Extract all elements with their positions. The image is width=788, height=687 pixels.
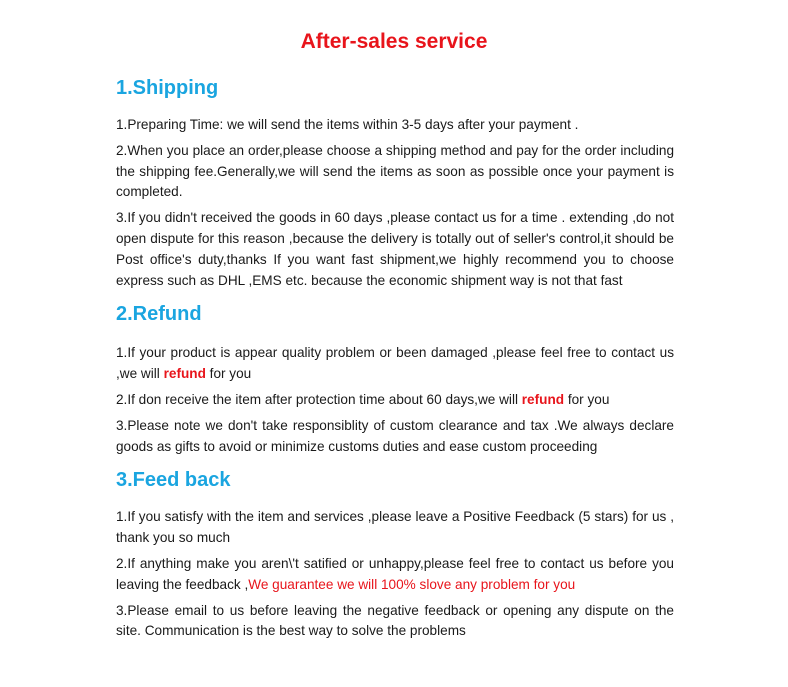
- feedback-paragraph-1: 1.If you satisfy with the item and services ,please leave a Positive Feedback (5 stars) for us , thank you so much: [116, 509, 674, 546]
- feedback-paragraph-3: 3.Please email to us before leaving the negative feedback or opening any dispute on the site. Communication is the best way to solve the problems: [116, 602, 674, 639]
- shipping-paragraph-3: 3.If you didn't received the goods in 60 days ,please contact us for a time . extending ,do not open dispute for this reason ,because the delivery is totally out of seller's control,it should be Post office's duty,thanks If you want fast shipment,we highly recommend you to choose express such as DHL ,EMS etc. because the economic shipment way is not that fast: [116, 210, 674, 288]
- refund-paragraph-1-text: 1.If your product is appear quality problem or been damaged ,please feel free to contact us ,we will: [116, 345, 674, 382]
- refund-paragraph-2-tail: for you: [564, 391, 610, 407]
- section-heading-shipping: 1.Shipping: [116, 77, 219, 99]
- section-heading-feedback: 3.Feed back: [116, 469, 231, 492]
- feedback-paragraph-2-text: 2.If anything make you aren\'t satified or unhappy,please feel free to contact us before you leaving the feedback ,: [116, 555, 674, 592]
- shipping-paragraph-1: 1.Preparing Time: we will send the items within 3-5 days after your payment .: [116, 117, 579, 132]
- guarantee-highlight: We guarantee we will 100% slove any problem for you: [248, 576, 576, 592]
- section-heading-refund: 2.Refund: [116, 303, 202, 326]
- shipping-paragraph-2: 2.When you place an order,please choose a shipping method and pay for the order including the shipping fee.Generally,we will send the items as soon as possible once your payment is completed.: [116, 142, 674, 200]
- refund-paragraph-1: [116, 343, 674, 385]
- refund-paragraph-3: 3.Please note we don't take responsiblity of custom clearance and tax .We always declare goods as gifts to avoid or minimize customs duties and ease custom proceeding: [116, 417, 674, 454]
- refund-highlight: refund: [521, 391, 565, 407]
- page-title: After-sales service: [300, 30, 488, 53]
- refund-paragraph-1-tail: for you: [205, 366, 252, 382]
- refund-paragraph-2: [116, 390, 674, 411]
- refund-paragraph-2-text: 2.If don receive the item after protection time about 60 days,we will: [116, 391, 522, 407]
- feedback-paragraph-2: [116, 554, 674, 596]
- content: [116, 74, 674, 642]
- refund-highlight: refund: [163, 366, 206, 382]
